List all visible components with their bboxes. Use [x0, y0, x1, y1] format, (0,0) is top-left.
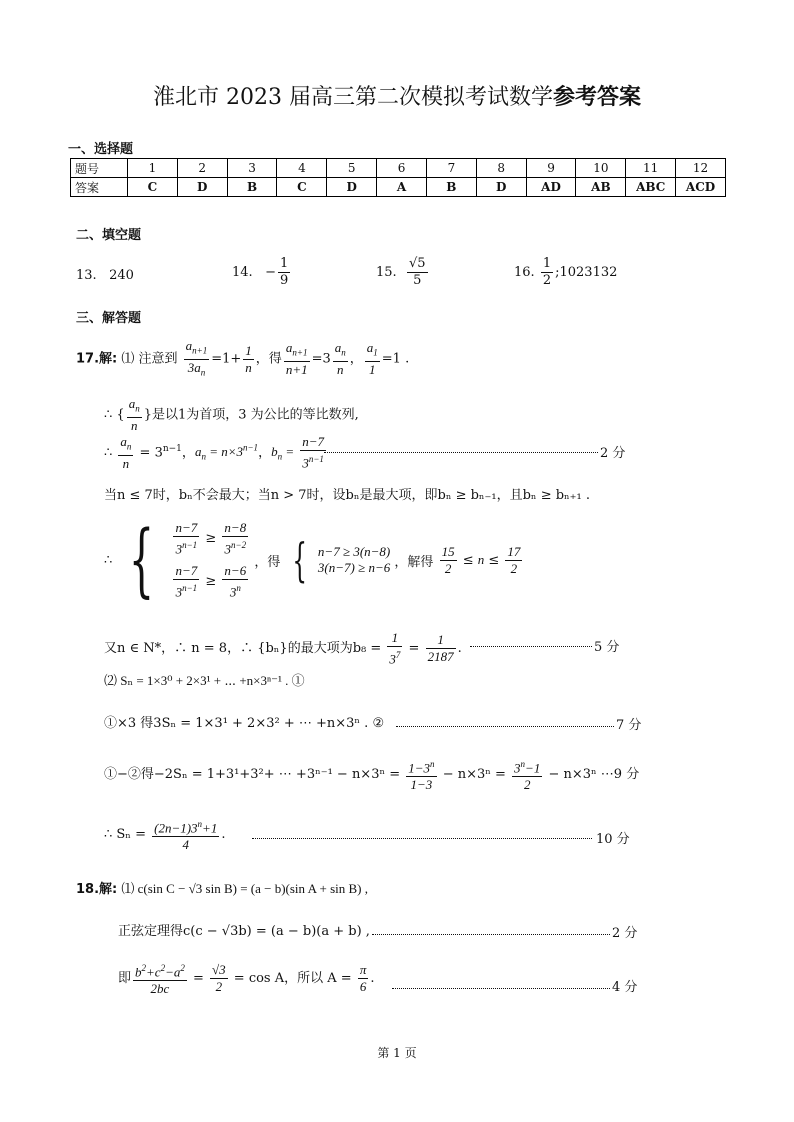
text: =1+	[211, 351, 242, 367]
section-heading-solutions: 三、解答题	[76, 311, 142, 326]
text: ①−②得−2Sₙ = 1+3¹+3²+ ⋯ +3ⁿ⁻¹ − n×3ⁿ =	[104, 767, 401, 783]
fill-q14	[232, 256, 292, 289]
dotted-leader	[392, 988, 610, 989]
p17-line1	[76, 338, 409, 380]
page-number: 第 1 页	[377, 1046, 417, 1060]
q16-number: 16.	[514, 265, 535, 280]
score-label: 2 分	[600, 446, 626, 461]
table-cell: 11	[626, 159, 676, 178]
equation: 3(n−7) ≥ n−6	[317, 560, 391, 576]
table-cell: 2	[177, 159, 227, 178]
p17-line3: ∴ $\frac{a_n}{n}$ = $3^{n-1}$，$a_n = n\times 3^{n-1}$，$b_n$ = $\frac{n-7}{3^{n-1}}$	[104, 434, 325, 471]
text: ⑴ 注意到	[121, 351, 178, 367]
table-row-numbers	[71, 159, 726, 178]
fraction: $\frac{√3}{2}$	[212, 962, 226, 995]
p17-line7: ⑵ Sₙ = 1×3⁰ + 2×3¹ + ⋯ +n×3ⁿ⁻¹ . ①	[104, 673, 305, 688]
fill-q16	[514, 256, 617, 289]
fraction: $\frac{1-3^n}{1-3}$	[406, 756, 436, 793]
p17-line6: 又n ∈ N*，∴ n = 8，∴ {bₙ}的最大项为b₈ = $\frac{1}{3^7}$ = $\frac{1}{2187}$ .	[104, 630, 462, 667]
equation: n−7 ≥ 3(n−8)	[317, 544, 391, 560]
p18-line2: 正弦定理得c(c − √3b) = (a − b)(a + b) ,	[118, 924, 370, 939]
p17-line2: ∴ { $\frac{a_n}{n}$ }是以1为首项，3 为公比的等比数列,	[104, 396, 359, 433]
p17-line10: ∴ Sₙ = $\frac{(2n-1)3^n+1}{4}$ .	[104, 816, 225, 853]
section-heading-fill: 二、填空题	[76, 228, 142, 243]
table-cell: D	[177, 178, 227, 197]
text: ∴ Sₙ =	[104, 827, 146, 843]
fraction: $\frac{a_n}{n}$	[334, 340, 346, 377]
fraction: $\frac{\pi}{6}$	[359, 962, 367, 995]
numerator: √5	[408, 256, 426, 271]
inequality-system: $\frac{n-7}{3^{n-1}}$ ≥ $\frac{n-8}{3^{n-2}}$ $\frac{n-7}{3^{n-1}}$ ≥ $\frac{n-6}{3^n}$	[175, 520, 247, 600]
p17-line5: ∴ { $\frac{n-7}{3^{n-1}}$ ≥ $\frac{n-8}{3^{n-2}}$ $\frac{n-7}{3^{n-1}}$ ≥ $\frac{n-6}{3^n}$ ，得 { n−7 ≥ 3(n−8) 3(n−7) ≥ n−6 ，解得 $\frac{15}{2}$ ≤ n ≤ $\frac{17}{2}$	[104, 513, 521, 607]
p17-label: 17.解:	[76, 351, 118, 367]
linear-system	[318, 544, 390, 576]
row-label: 答案	[71, 178, 128, 197]
p17-line4: 当n ≤ 7时，bₙ不会最大；当n > 7时，设bₙ是最大项，即bₙ ≥ bₙ₋₁，且bₙ ≥ bₙ₊₁ .	[104, 488, 591, 503]
table-cell: 8	[476, 159, 526, 178]
text: = cos A，所以 A =	[233, 971, 352, 987]
q15-number: 15.	[376, 265, 397, 280]
text: ，得	[254, 554, 281, 570]
table-cell: 3	[227, 159, 277, 178]
fraction: $\frac{b^2+c^2-a^2}{2bc}$	[133, 960, 187, 997]
table-cell: 5	[327, 159, 377, 178]
q13-answer: 240	[109, 268, 134, 283]
fill-q15	[376, 256, 430, 289]
page-title: 淮北市 2023 届高三第二次模拟考试数学参考答案	[153, 84, 641, 110]
row-label: 题号	[71, 159, 128, 178]
text: ⑴ c(sin C − √3 sin B) = (a − b)(sin A + sin B) ,	[121, 881, 369, 896]
text: 是以1为首项，3 为公比的等比数列,	[151, 407, 359, 423]
p17-line8: ①×3 得3Sₙ = 1×3¹ + 2×3² + ⋯ +n×3ⁿ . ②	[104, 716, 385, 731]
score-label: 7 分	[616, 718, 642, 733]
p17-line9	[104, 756, 639, 793]
table-cell: 9	[526, 159, 576, 178]
fraction: $\frac{(2n-1)3^n+1}{4}$	[152, 816, 219, 853]
table-cell: C	[128, 178, 178, 197]
dotted-leader	[372, 934, 610, 935]
score-label: 4 分	[612, 980, 638, 995]
fraction: $\frac{a_{n+1}}{n+1}$	[285, 340, 308, 377]
text: ，	[349, 351, 363, 367]
table-cell: 1	[128, 159, 178, 178]
p18-label: 18.解:	[76, 882, 118, 897]
table-cell: ABC	[626, 178, 676, 197]
dotted-leader	[324, 452, 598, 453]
table-cell: D	[476, 178, 526, 197]
table-cell: A	[377, 178, 427, 197]
section-heading-choice: 一、选择题	[68, 142, 134, 157]
score-label: 10 分	[596, 832, 630, 847]
table-cell: 7	[426, 159, 476, 178]
score-label: 9 分	[613, 767, 640, 783]
table-cell: AD	[526, 178, 576, 197]
text: =3	[311, 351, 331, 367]
fill-q13	[76, 268, 134, 283]
dotted-leader	[470, 646, 592, 647]
dotted-leader	[396, 726, 614, 727]
denominator: 5	[413, 273, 422, 288]
text: − n×3ⁿ ⋯	[548, 767, 614, 783]
q16-rest: ;1023132	[555, 265, 618, 280]
choice-answer-table	[70, 158, 726, 197]
numerator: 1	[280, 256, 289, 271]
fraction: $\frac{a_1}{1}$	[366, 340, 378, 377]
table-cell: B	[227, 178, 277, 197]
dotted-leader	[252, 838, 592, 839]
table-cell: D	[327, 178, 377, 197]
fraction: $\frac{3^n-1}{2}$	[512, 756, 542, 793]
text: − n×3ⁿ =	[442, 767, 506, 783]
table-cell: C	[277, 178, 327, 197]
table-cell: 12	[676, 159, 726, 178]
table-cell: AB	[576, 178, 626, 197]
p18-line1	[76, 878, 368, 897]
fraction: $\frac{1}{3^7}$	[389, 630, 401, 667]
table-cell: 4	[277, 159, 327, 178]
score-label: 5 分	[594, 640, 620, 655]
text: ，得	[255, 351, 282, 367]
fraction: $\frac{1}{2187}$	[427, 632, 454, 665]
p18-line3: 即 $\frac{b^2+c^2-a^2}{2bc}$ = $\frac{√3}{2}$ = cos A，所以 A = $\frac{\pi}{6}$ .	[118, 960, 374, 997]
q14-fraction	[278, 256, 290, 289]
q13-number: 13.	[76, 268, 97, 283]
fraction: $\frac{a_n}{n}$	[120, 434, 132, 471]
table-cell: 6	[377, 159, 427, 178]
q16-fraction	[541, 256, 553, 289]
fraction: $\frac{1}{n}$	[245, 342, 252, 375]
score-label: 2 分	[612, 926, 638, 941]
denominator: 2	[542, 273, 552, 288]
fraction: $\frac{n-7}{3^{n-1}}$	[302, 434, 325, 471]
text: =1 .	[381, 351, 410, 367]
denominator: 9	[280, 273, 289, 288]
table-row-answers	[71, 178, 726, 197]
text: 即	[118, 971, 132, 987]
fraction: $\frac{a_{n+1}}{3a_n}$	[185, 338, 208, 378]
table-cell: ACD	[676, 178, 726, 197]
numerator: 1	[542, 256, 552, 271]
q14-number: 14.	[232, 265, 253, 280]
text: 又n ∈ N*，∴ n = 8，∴ {bₙ}的最大项为b₈ =	[104, 641, 382, 657]
q15-fraction	[407, 256, 428, 289]
text: ，解得	[394, 554, 434, 570]
fraction: $\frac{a_n}{n}$	[128, 396, 140, 433]
q14-sign: −	[265, 265, 276, 280]
table-cell: 10	[576, 159, 626, 178]
table-cell: B	[426, 178, 476, 197]
